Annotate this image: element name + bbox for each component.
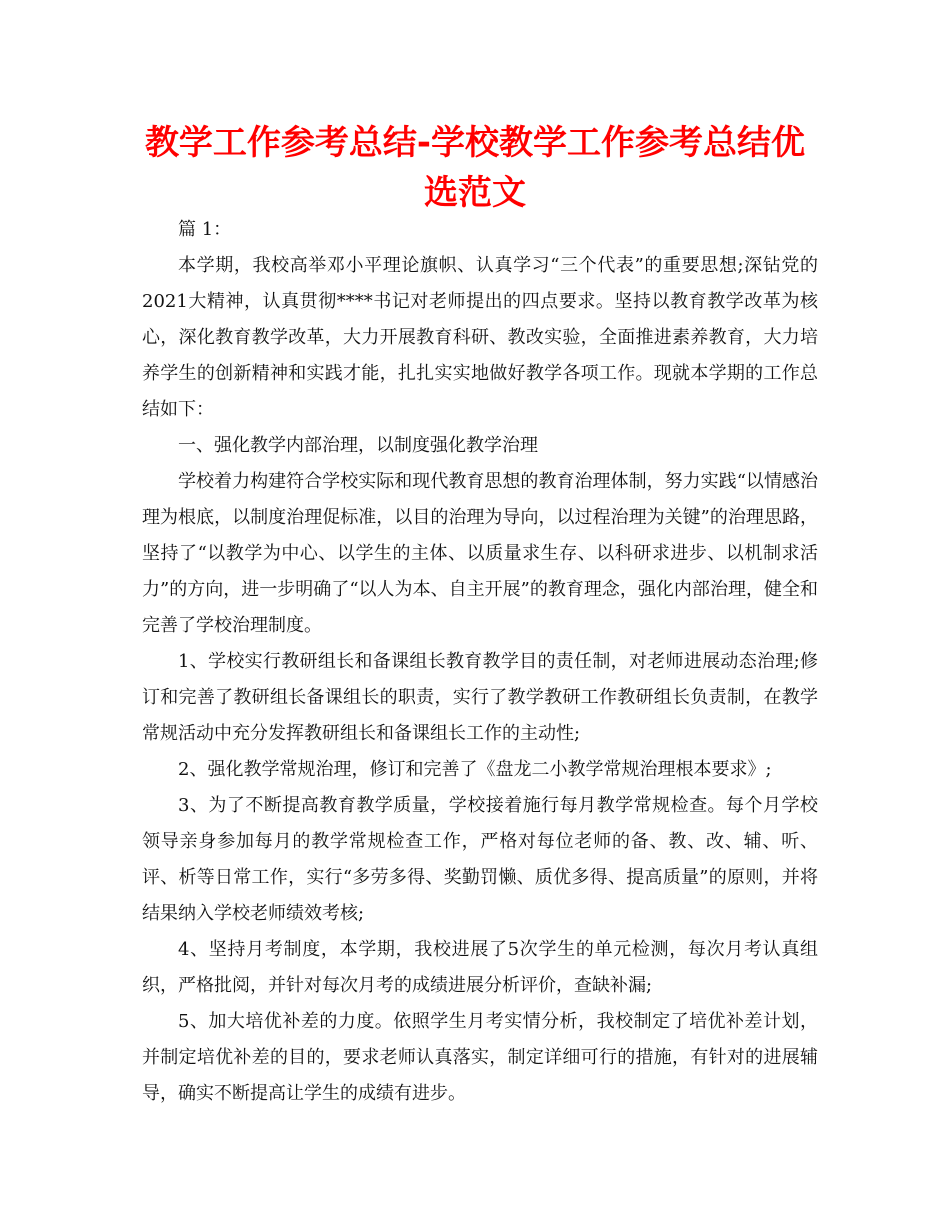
list-item-5: 5、加大培优补差的力度。依照学生月考实情分析，我校制定了培优补差计划，并制定培优补差的目的，要求老师认真落实，制定详细可行的措施，有针对的进展辅导，确实不断提高让学生的成绩有进步。: [142, 1011, 818, 1104]
intro-paragraph: 本学期，我校高举邓小平理论旗帜、认真学习“三个代表”的重要思想;深钻党的2021大精神，认真贯彻****书记对老师提出的四点要求。坚持以教育教学改革为核心，深化教育教学改革，大力开展教育科研、教改实验，全面推进素养教育，大力培养学生的创新精神和实践才能，扎扎实实地做好教学各项工作。现就本学期的工作总结如下：: [142, 255, 818, 420]
document-title: 教学工作参考总结-学校教学工作参考总结优选范文: [144, 123, 806, 213]
list-item-2: 2、强化教学常规治理，修订和完善了《盘龙二小教学常规治理根本要求》;: [178, 759, 772, 780]
list-item-4: 4、坚持月考制度，本学期，我校进展了5次学生的单元检测，每次月考认真组织，严格批阅，并针对每次月考的成绩进展分析评价，查缺补漏;: [142, 939, 818, 996]
section-heading: 一、强化教学内部治理，以制度强化教学治理: [178, 435, 538, 456]
section-label: 篇 1：: [178, 219, 232, 240]
body-paragraph: 学校着力构建符合学校实际和现代教育思想的教育治理体制，努力实践“以情感治理为根底，以制度治理促标准，以目的治理为导向，以过程治理为关键”的治理思路，坚持了“以教学为中心、以学生的主体、以质量求生存、以科研求进步、以机制求活力”的方向，进一步明确了“以人为本、自主开展”的教育理念，强化内部治理，健全和完善了学校治理制度。: [142, 471, 818, 636]
list-item-3: 3、为了不断提高教育教学质量，学校接着施行每月教学常规检查。每个月学校领导亲身参加每月的教学常规检查工作，严格对每位老师的备、教、改、辅、听、评、析等日常工作，实行“多劳多得、奖勤罚懒、质优多得、提高质量”的原则，并将结果纳入学校老师绩效考核;: [142, 795, 818, 924]
list-item-1: 1、学校实行教研组长和备课组长教育教学目的责任制，对老师进展动态治理;修订和完善了教研组长备课组长的职责，实行了教学教研工作教研组长负责制，在教学常规活动中充分发挥教研组长和备课组长工作的主动性;: [142, 651, 818, 744]
document-body: [142, 212, 818, 1112]
